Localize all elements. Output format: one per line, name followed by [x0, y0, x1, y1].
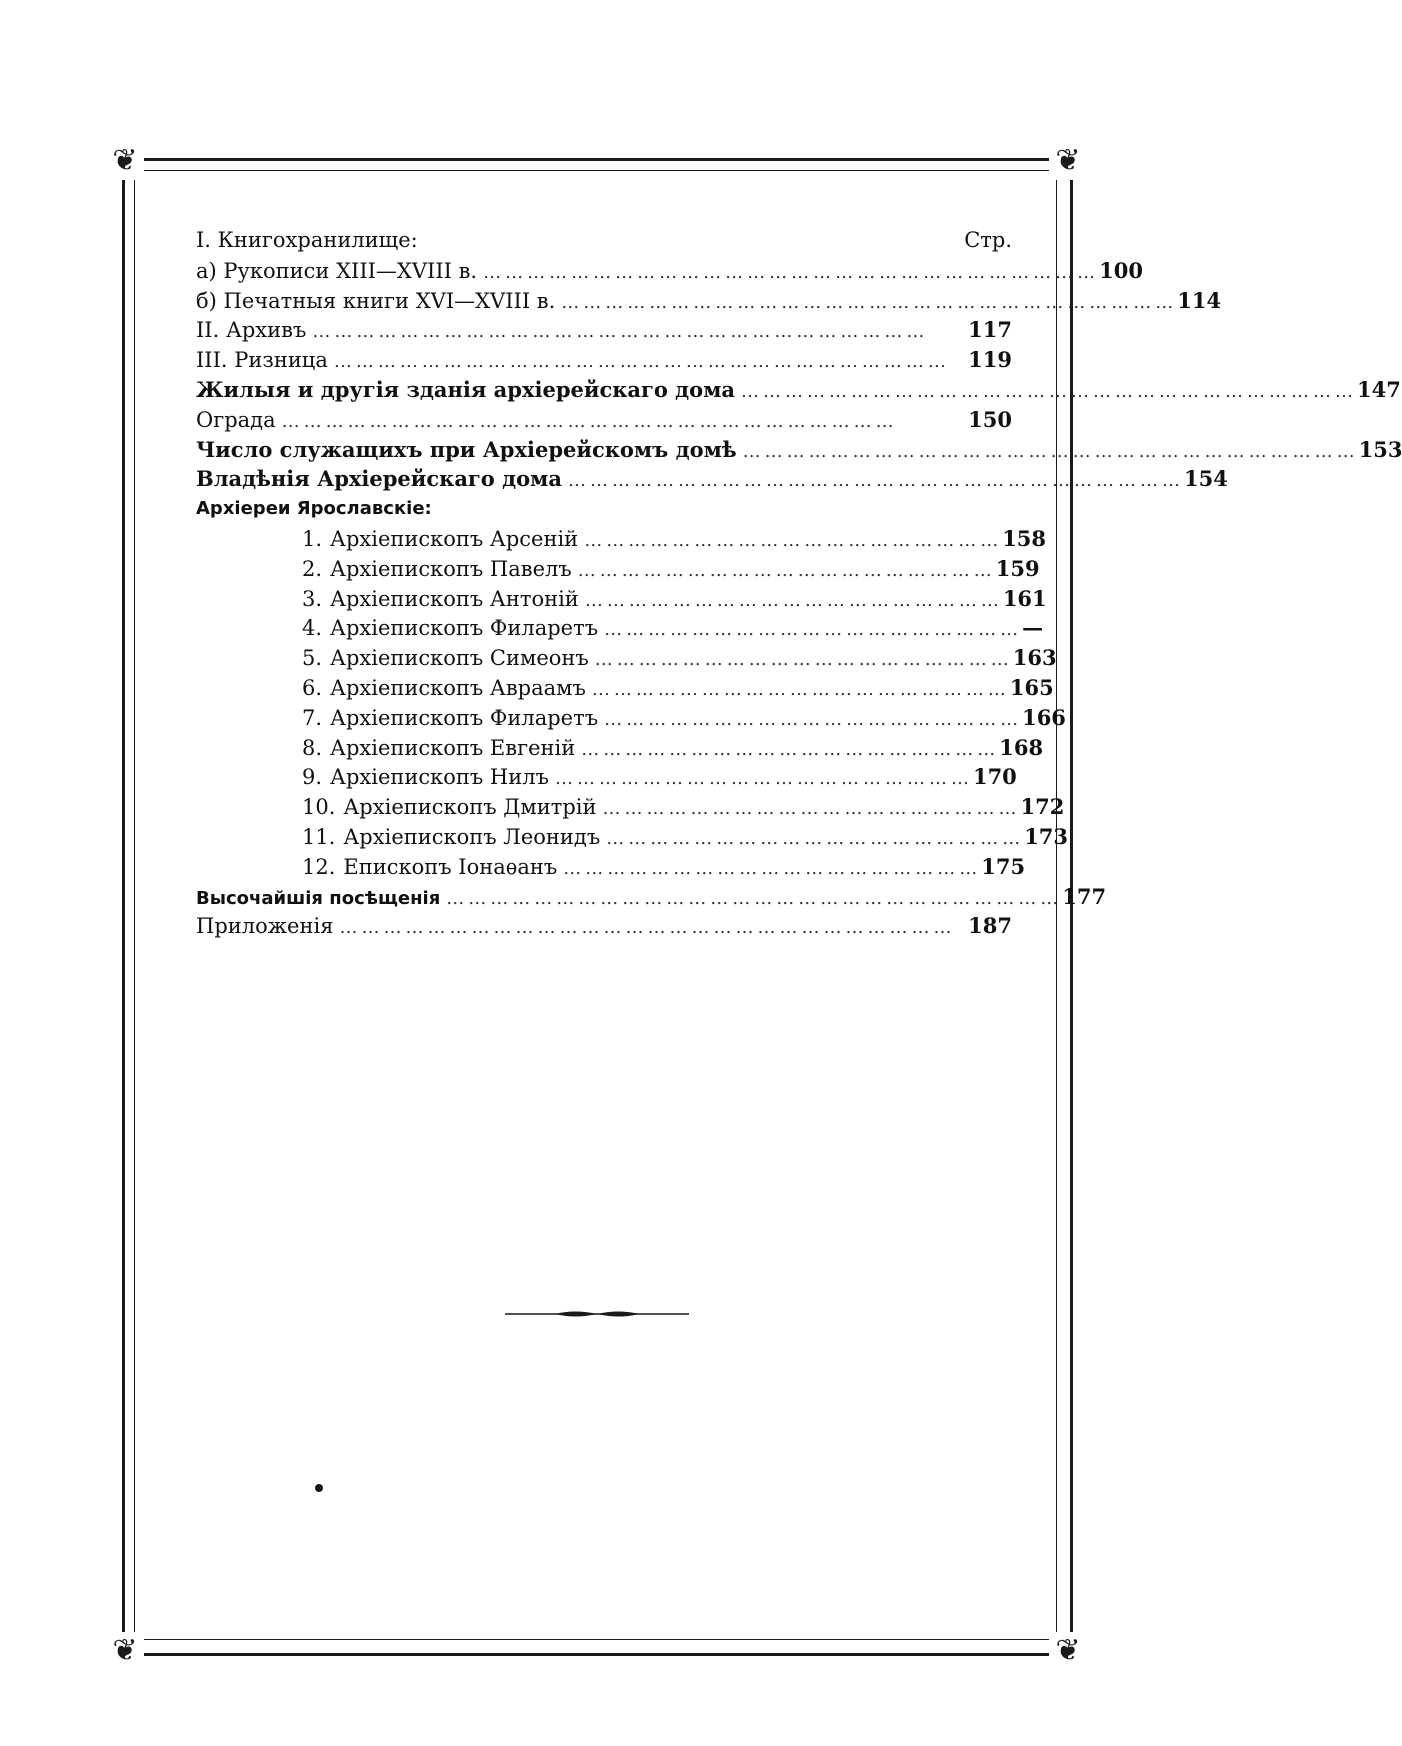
toc-entry: III. Ризница ………………………………………………………………………… 119 [196, 345, 1012, 375]
toc-page: 172 [1020, 794, 1065, 820]
corner-ornament-icon: ❦ [1049, 1632, 1087, 1670]
toc-page: 163 [1012, 645, 1057, 671]
toc-title: а) Рукописи ХIII—XVIII в. [196, 258, 478, 283]
toc-page: 147 [1357, 376, 1401, 402]
corner-ornament-icon: ❦ [1049, 142, 1087, 180]
bishop-name: Архіепископъ Филаретъ [330, 705, 599, 730]
bishop-name: Архіепископъ Леонидъ [343, 824, 601, 849]
toc-entry: Жилыя и другія зданія архіерейскаго дома ………………………………………………………………………… 147 [196, 375, 1012, 405]
toc-title: Архіереи Ярославскіе: [196, 498, 432, 520]
bishop-name: Епископъ Іонаѳанъ [343, 854, 558, 879]
toc-page: 150 [968, 406, 1012, 432]
bishop-name: Архіепископъ Павелъ [330, 556, 572, 581]
toc-entry: II. Архивъ ………………………………………………………………………… 117 [196, 315, 1012, 345]
toc-title: Число служащихъ при Архіерейскомъ домѣ [196, 436, 737, 462]
bishop-number: 10. [302, 795, 336, 820]
toc-entry: Ограда ………………………………………………………………………… 150 [196, 405, 1012, 435]
toc-page: 159 [995, 555, 1040, 581]
toc-title: Приложенія [196, 914, 334, 939]
bishop-entry: 1. Архіепископъ Арсеній ………………………………………………… 158 [196, 524, 1012, 554]
bishop-number: 4. [302, 616, 323, 641]
page-column-label: Стр. [964, 228, 1012, 252]
toc-page: 100 [1099, 257, 1143, 283]
bishop-name: Архіепископъ Нилъ [330, 765, 549, 790]
bishop-name: Архіепископъ Симеонъ [330, 646, 589, 671]
toc-title: Высочайшія посѣщенія [196, 887, 441, 909]
bishop-number: 11. [302, 824, 336, 849]
toc-page: 154 [1183, 466, 1228, 492]
bishop-entry: 11. Архіепископъ Леонидъ ………………………………………………… 173 [196, 822, 1012, 852]
toc-title: Ограда [196, 407, 276, 432]
toc-page: 177 [1062, 883, 1107, 909]
toc-page: 158 [1002, 525, 1047, 551]
toc-title: І. Книгохранилище: [196, 228, 418, 252]
bishop-number: 8. [302, 735, 323, 760]
bishop-number: 12. [302, 854, 336, 879]
toc-page: 168 [999, 734, 1044, 760]
bishop-number: 7. [302, 705, 323, 730]
bishop-number: 5. [302, 646, 323, 671]
bishop-number: 9. [302, 765, 323, 790]
toc-entry: Высочайшія посѣщенія ………………………………………………………………………… 177 [196, 882, 1012, 912]
toc-entry: Число служащихъ при Архіерейскомъ домѣ ………………………………………………………………………… 153 [196, 435, 1012, 465]
ink-spot [315, 1484, 323, 1492]
toc-entry: Владѣнія Архіерейскаго дома ………………………………………………………………………… 154 [196, 464, 1012, 494]
bishop-number: 6. [302, 675, 323, 700]
toc-page: 173 [1024, 823, 1069, 849]
bishop-entry: 8. Архіепископъ Евгеній ………………………………………………… 168 [196, 733, 1012, 763]
bishop-name: Архіепископъ Дмитрій [343, 795, 597, 820]
ornamental-rule [505, 1310, 689, 1318]
bishop-entry: 10. Архіепископъ Дмитрій ………………………………………………… 172 [196, 792, 1012, 822]
toc-entry: б) Печатныя книги XVI—XVIII в. ………………………………………………………………………… 114 [196, 286, 1012, 316]
toc-title: б) Печатныя книги XVI—XVIII в. [196, 288, 556, 313]
bishop-name: Архіепископъ Арсеній [330, 526, 579, 551]
table-of-contents [196, 226, 1402, 941]
bishop-name: Архіепископъ Авраамъ [330, 675, 586, 700]
toc-page: 114 [1177, 287, 1222, 313]
toc-page: 175 [981, 853, 1026, 879]
bishop-entry: 6. Архіепископъ Авраамъ ………………………………………………… 165 [196, 673, 1012, 703]
toc-page: — [1022, 615, 1044, 641]
toc-page: 117 [968, 317, 1012, 343]
toc-page: 166 [1022, 704, 1066, 730]
toc-title: III. Ризница [196, 348, 328, 373]
toc-page: 161 [1002, 585, 1047, 611]
section-heading [196, 494, 1012, 524]
bishop-entry: 5. Архіепископъ Симеонъ ………………………………………………… 163 [196, 643, 1012, 673]
bishop-number: 3. [302, 586, 323, 611]
bishop-entry: 3. Архіепископъ Антоній ………………………………………………… 161 [196, 584, 1012, 614]
bishop-number: 1. [302, 526, 323, 551]
bishop-entry: 12. Епископъ Іонаѳанъ ………………………………………………… 175 [196, 852, 1012, 882]
corner-ornament-icon: ❦ [106, 1632, 144, 1670]
toc-page: 119 [968, 347, 1012, 373]
bishop-entry: 9. Архіепископъ Нилъ ………………………………………………… 170 [196, 762, 1012, 792]
bishop-name: Архіепископъ Филаретъ [330, 616, 599, 641]
bishop-entry: 2. Архіепископъ Павелъ ………………………………………………… 159 [196, 554, 1012, 584]
toc-title: Жилыя и другія зданія архіерейскаго дома [196, 376, 736, 402]
toc-page: 165 [1009, 674, 1054, 700]
toc-page: 170 [972, 764, 1017, 790]
bishop-entry: 4. Архіепископъ Филаретъ ………………………………………………… — [196, 613, 1012, 643]
bishop-name: Архіепископъ Антоній [330, 586, 579, 611]
toc-entry [196, 226, 1012, 256]
toc-entry: Приложенія ………………………………………………………………………… 187 [196, 911, 1012, 941]
toc-page: 187 [968, 913, 1012, 939]
bishop-number: 2. [302, 556, 323, 581]
toc-title: II. Архивъ [196, 318, 307, 343]
toc-entry: а) Рукописи ХIII—XVIII в. ………………………………………………………………………… 100 [196, 256, 1012, 286]
corner-ornament-icon: ❦ [106, 142, 144, 180]
toc-page: 153 [1358, 436, 1402, 462]
bishop-name: Архіепископъ Евгеній [330, 735, 576, 760]
bishop-entry: 7. Архіепископъ Филаретъ ………………………………………………… 166 [196, 703, 1012, 733]
toc-title: Владѣнія Архіерейскаго дома [196, 466, 562, 492]
